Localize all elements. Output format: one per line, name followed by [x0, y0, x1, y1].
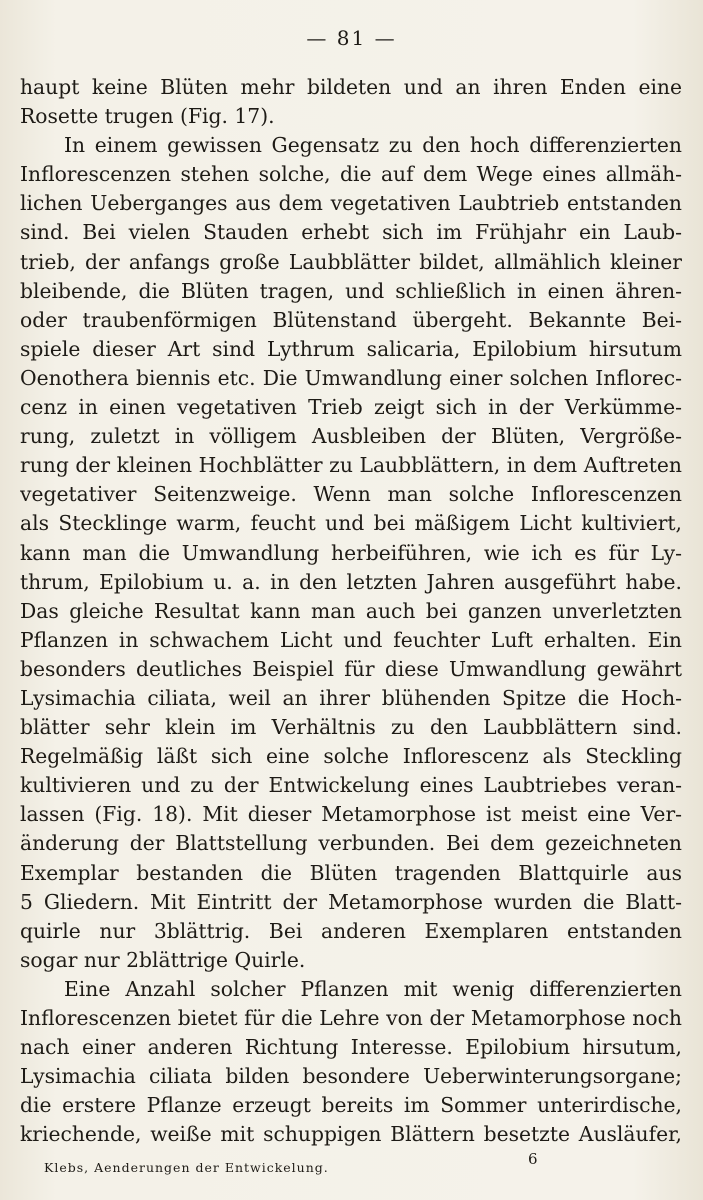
paragraph-start-line: Eine Anzahl solcher Pflanzen mit wenig differenzierten [64, 976, 682, 1001]
text-line: besonders deutliches Beispiel für diese Umwandlung gewährt [20, 656, 682, 681]
text-line: quirle nur 3blättrig. Bei anderen Exemplaren entstanden [20, 918, 682, 943]
text-line: sind. Bei vielen Stauden erhebt sich im Frühjahr ein Laub- [20, 220, 682, 245]
text-line: Exemplar bestanden die Blüten tragenden Blattquirle aus [20, 860, 682, 885]
text-line: kann man die Umwandlung herbeiführen, wie ich es für Ly- [20, 540, 682, 565]
text-line: bleibende, die Blüten tragen, und schließlich in einen ähren- [20, 278, 682, 303]
text-line: lassen (Fig. 18). Mit dieser Metamorphose ist meist eine Ver- [20, 802, 682, 827]
sheet-number: 6 [528, 1150, 538, 1168]
text-line: cenz in einen vegetativen Trieb zeigt sich in der Verkümme- [20, 395, 682, 420]
text-line: vegetativer Seitenzweige. Wenn man solche Inflorescenzen [20, 482, 682, 507]
text-line: Inflorescenzen bietet für die Lehre von der Metamorphose noch [20, 1006, 682, 1030]
text-line: 5 Gliedern. Mit Eintritt der Metamorphose wurden die Blatt- [20, 889, 682, 914]
text-line: Oenothera biennis etc. Die Umwandlung einer solchen Infloreс- [20, 365, 682, 390]
text-line: lichen Ueberganges aus dem vegetativen Laubtrieb entstanden [20, 191, 682, 216]
text-line: rung der kleinen Hochblätter zu Laubblättern, in dem Auftreten [20, 453, 682, 478]
text-line: sogar nur 2blättrige Quirle. [20, 947, 306, 972]
text-line: Das gleiche Resultat kann man auch bei ganzen unverletzten [20, 598, 682, 623]
text-line: blätter sehr klein im Verhältnis zu den Laubblättern sind. [20, 715, 682, 740]
text-line: änderung der Blattstellung verbunden. Bei dem gezeichneten [20, 831, 682, 856]
text-line: Regelmäßig läßt sich eine solche Inflorescenz als Steckling [20, 744, 682, 769]
text-line: Pflanzen in schwachem Licht und feuchter Luft erhalten. Ein [20, 627, 682, 652]
text-line: Lysimachia ciliata bilden besondere Ueberwinterungsorgane; [20, 1064, 682, 1089]
text-line: Lysimachia ciliata, weil an ihrer blühenden Spitze die Hoch- [20, 685, 682, 710]
text-line: trieb, der anfangs große Laubblätter bildet, allmählich kleiner [20, 249, 682, 274]
text-line: thrum, Epilobium u. a. in den letzten Jahren ausgeführt habe. [20, 569, 682, 594]
text-line: Rosette trugen (Fig. 17). [20, 104, 275, 129]
text-line: Inflorescenzen stehen solche, die auf dem Wege eines allmäh- [20, 162, 682, 187]
text-line: rung, zuletzt in völligem Ausbleiben der Blüten, Vergröße- [20, 424, 682, 449]
text-line: die erstere Pflanze erzeugt bereits im Sommer unterirdische, [20, 1093, 682, 1118]
text-line: als Stecklinge warm, feucht und bei mäßigem Licht kultiviert, [20, 511, 682, 536]
text-line: haupt keine Blüten mehr bildeten und an ihren Enden eine [20, 75, 682, 99]
text-line: oder traubenförmigen Blütenstand übergeht. Bekannte Bei- [20, 307, 682, 332]
paragraph-start-line: In einem gewissen Gegensatz zu den hoch differenzierten [64, 133, 682, 158]
text-line: kriechende, weiße mit schuppigen Blättern besetzte Ausläufer, [20, 1122, 682, 1147]
signature-line: Klebs, Aenderungen der Entwickelung. [44, 1160, 329, 1175]
text-line: spiele dieser Art sind Lythrum salicaria, Epilobium hirsutum [20, 336, 682, 361]
page-number-header: — 81 — [306, 26, 397, 50]
body-text [20, 73, 682, 1149]
text-line: nach einer anderen Richtung Interesse. Epilobium hirsutum, [20, 1035, 682, 1060]
text-line: kultivieren und zu der Entwickelung eines Laubtriebes veran- [20, 773, 682, 798]
